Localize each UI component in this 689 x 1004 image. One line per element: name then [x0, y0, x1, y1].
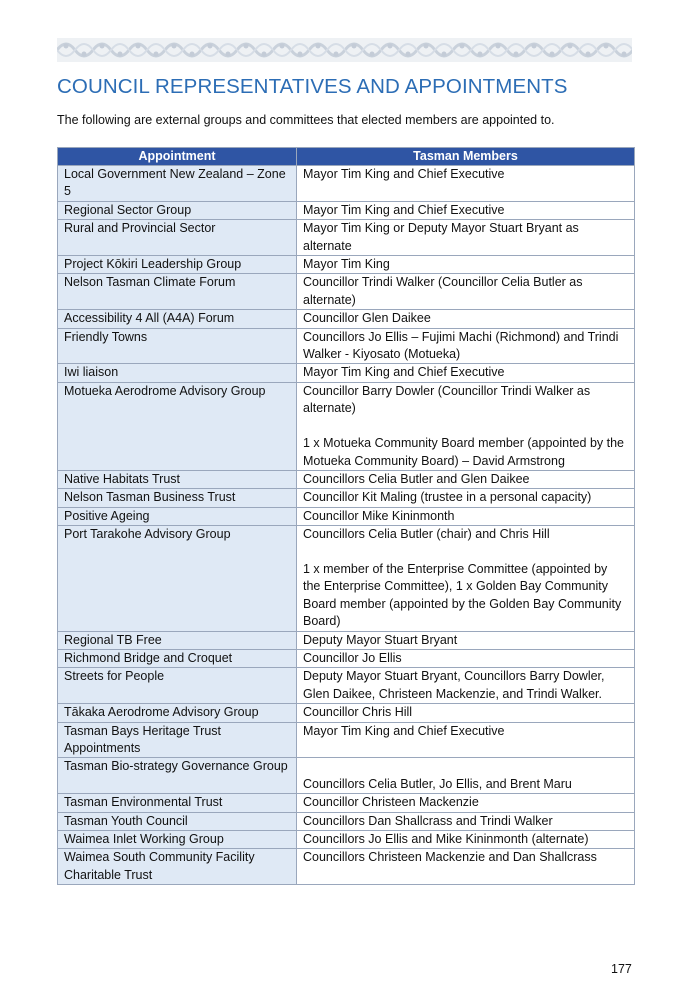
appointment-cell: Tasman Environmental Trust	[58, 794, 297, 812]
table-row	[58, 489, 635, 507]
table-row	[58, 758, 635, 794]
table-row	[58, 274, 635, 310]
members-cell: Mayor Tim King and Chief Executive	[297, 364, 635, 382]
members-cell: Mayor Tim King and Chief Executive	[297, 201, 635, 219]
members-cell: Councillor Mike Kininmonth	[297, 507, 635, 525]
appointment-cell: Richmond Bridge and Croquet	[58, 649, 297, 667]
table-row	[58, 668, 635, 704]
members-cell: Councillors Celia Butler and Glen Daikee	[297, 470, 635, 488]
table-row	[58, 526, 635, 631]
table-row	[58, 220, 635, 256]
appointment-cell: Regional TB Free	[58, 631, 297, 649]
members-cell: Councillors Christeen Mackenzie and Dan Shallcrass	[297, 849, 635, 885]
appointment-cell: Nelson Tasman Climate Forum	[58, 274, 297, 310]
table-row	[58, 328, 635, 364]
decorative-pattern-banner	[57, 38, 632, 62]
table-row	[58, 631, 635, 649]
members-cell: Mayor Tim King and Chief Executive	[297, 722, 635, 758]
page-title: COUNCIL REPRESENTATIVES AND APPOINTMENTS	[57, 75, 568, 98]
appointment-cell: Waimea Inlet Working Group	[58, 831, 297, 849]
members-cell: Councillors Celia Butler (chair) and Chris Hill 1 x member of the Enterprise Committee (appointed by the Enterprise Committee), 1 x Golden Bay Community Board member (appointed by the Golden Bay Community Board)	[297, 526, 635, 631]
appointment-cell: Port Tarakohe Advisory Group	[58, 526, 297, 631]
appointment-cell: Iwi liaison	[58, 364, 297, 382]
table-row	[58, 382, 635, 470]
appointment-cell: Regional Sector Group	[58, 201, 297, 219]
members-cell: Deputy Mayor Stuart Bryant	[297, 631, 635, 649]
table-row	[58, 256, 635, 274]
members-cell: Councillor Glen Daikee	[297, 310, 635, 328]
header-appointment: Appointment	[58, 148, 297, 166]
members-cell: Mayor Tim King or Deputy Mayor Stuart Bryant as alternate	[297, 220, 635, 256]
appointment-cell: Waimea South Community Facility Charitable Trust	[58, 849, 297, 885]
table-row	[58, 364, 635, 382]
appointment-cell: Project Kōkiri Leadership Group	[58, 256, 297, 274]
table-row	[58, 470, 635, 488]
table-row	[58, 201, 635, 219]
appointments-table	[57, 147, 635, 885]
appointment-cell: Tasman Bio-strategy Governance Group	[58, 758, 297, 794]
appointment-cell: Streets for People	[58, 668, 297, 704]
table-row	[58, 507, 635, 525]
members-cell: Councillors Jo Ellis – Fujimi Machi (Richmond) and Trindi Walker - Kiyosato (Motueka)	[297, 328, 635, 364]
members-cell: Councillor Trindi Walker (Councillor Celia Butler as alternate)	[297, 274, 635, 310]
appointment-cell: Native Habitats Trust	[58, 470, 297, 488]
members-cell: Mayor Tim King	[297, 256, 635, 274]
appointment-cell: Tākaka Aerodrome Advisory Group	[58, 704, 297, 722]
appointment-cell: Motueka Aerodrome Advisory Group	[58, 382, 297, 470]
table-row	[58, 704, 635, 722]
table-row	[58, 166, 635, 202]
page-number: 177	[611, 962, 632, 976]
appointment-cell: Tasman Bays Heritage Trust Appointments	[58, 722, 297, 758]
table-row	[58, 722, 635, 758]
members-cell: Councillors Dan Shallcrass and Trindi Walker	[297, 812, 635, 830]
members-cell: Councillor Christeen Mackenzie	[297, 794, 635, 812]
appointment-cell: Rural and Provincial Sector	[58, 220, 297, 256]
table-row	[58, 812, 635, 830]
table-row	[58, 831, 635, 849]
members-cell: Councillor Kit Maling (trustee in a personal capacity)	[297, 489, 635, 507]
pattern-icon	[57, 38, 632, 62]
members-cell: Deputy Mayor Stuart Bryant, Councillors Barry Dowler, Glen Daikee, Christeen Mackenzie, and Trindi Walker.	[297, 668, 635, 704]
members-cell: Councillor Barry Dowler (Councillor Trindi Walker as alternate) 1 x Motueka Community Board member (appointed by the Motueka Community Board) – David Armstrong	[297, 382, 635, 470]
appointment-cell: Accessibility 4 All (A4A) Forum	[58, 310, 297, 328]
table-header-row	[58, 148, 635, 166]
table-row	[58, 849, 635, 885]
members-cell: Councillors Celia Butler, Jo Ellis, and Brent Maru	[297, 758, 635, 794]
appointment-cell: Local Government New Zealand – Zone 5	[58, 166, 297, 202]
members-cell: Councillors Jo Ellis and Mike Kininmonth (alternate)	[297, 831, 635, 849]
table-row	[58, 649, 635, 667]
members-cell: Mayor Tim King and Chief Executive	[297, 166, 635, 202]
table-row	[58, 310, 635, 328]
appointment-cell: Nelson Tasman Business Trust	[58, 489, 297, 507]
table-row	[58, 794, 635, 812]
members-cell: Councillor Jo Ellis	[297, 649, 635, 667]
intro-text: The following are external groups and committees that elected members are appointed to.	[57, 113, 555, 127]
header-tasman-members: Tasman Members	[297, 148, 635, 166]
appointment-cell: Positive Ageing	[58, 507, 297, 525]
appointment-cell: Tasman Youth Council	[58, 812, 297, 830]
members-cell: Councillor Chris Hill	[297, 704, 635, 722]
appointment-cell: Friendly Towns	[58, 328, 297, 364]
